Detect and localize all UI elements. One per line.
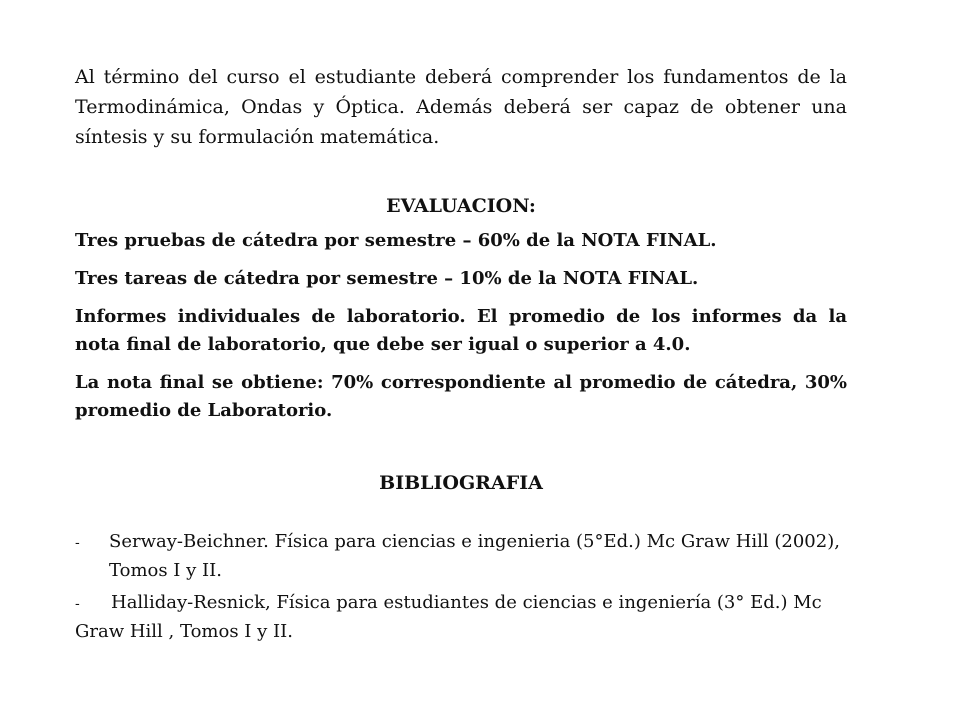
evaluacion-item-informes: Informes individuales de laboratorio. El promedio de los informes da la nota final de laboratorio, que debe ser igual o superior a 4.0. bbox=[75, 306, 847, 355]
bibliografia-item-halliday bbox=[75, 589, 847, 646]
bullet-dash-icon: - bbox=[75, 535, 80, 551]
evaluacion-item-pruebas: Tres pruebas de cátedra por semestre – 60% de la NOTA FINAL. bbox=[75, 230, 717, 251]
bibliografia-list bbox=[75, 528, 847, 646]
evaluacion-item-nota-final: La nota final se obtiene: 70% correspondiente al promedio de cátedra, 30% promedio de Laboratorio. bbox=[75, 372, 847, 421]
intro-paragraph: Al término del curso el estudiante deberá comprender los fundamentos de la Termodinámica, Ondas y Óptica. Además deberá ser capaz de obtener una síntesis y su formulación matemática. bbox=[75, 66, 847, 148]
evaluacion-section bbox=[75, 227, 847, 425]
evaluacion-heading: EVALUACION: bbox=[386, 195, 536, 217]
bullet-dash-icon: - bbox=[75, 596, 80, 612]
bibliografia-item-serway bbox=[75, 528, 847, 585]
bibliografia-item-text: Halliday-Resnick, Física para estudiantes de ciencias e ingeniería (3° Ed.) Mc Graw Hill , Tomos I y II. bbox=[75, 592, 822, 642]
evaluacion-item-tareas: Tres tareas de cátedra por semestre – 10% de la NOTA FINAL. bbox=[75, 268, 699, 289]
bibliografia-heading: BIBLIOGRAFIA bbox=[379, 472, 543, 494]
bibliografia-item-text: Serway-Beichner. Física para ciencias e ingenieria (5°Ed.) Mc Graw Hill (2002), Tomos I y II. bbox=[109, 531, 840, 581]
document-page bbox=[75, 62, 847, 646]
